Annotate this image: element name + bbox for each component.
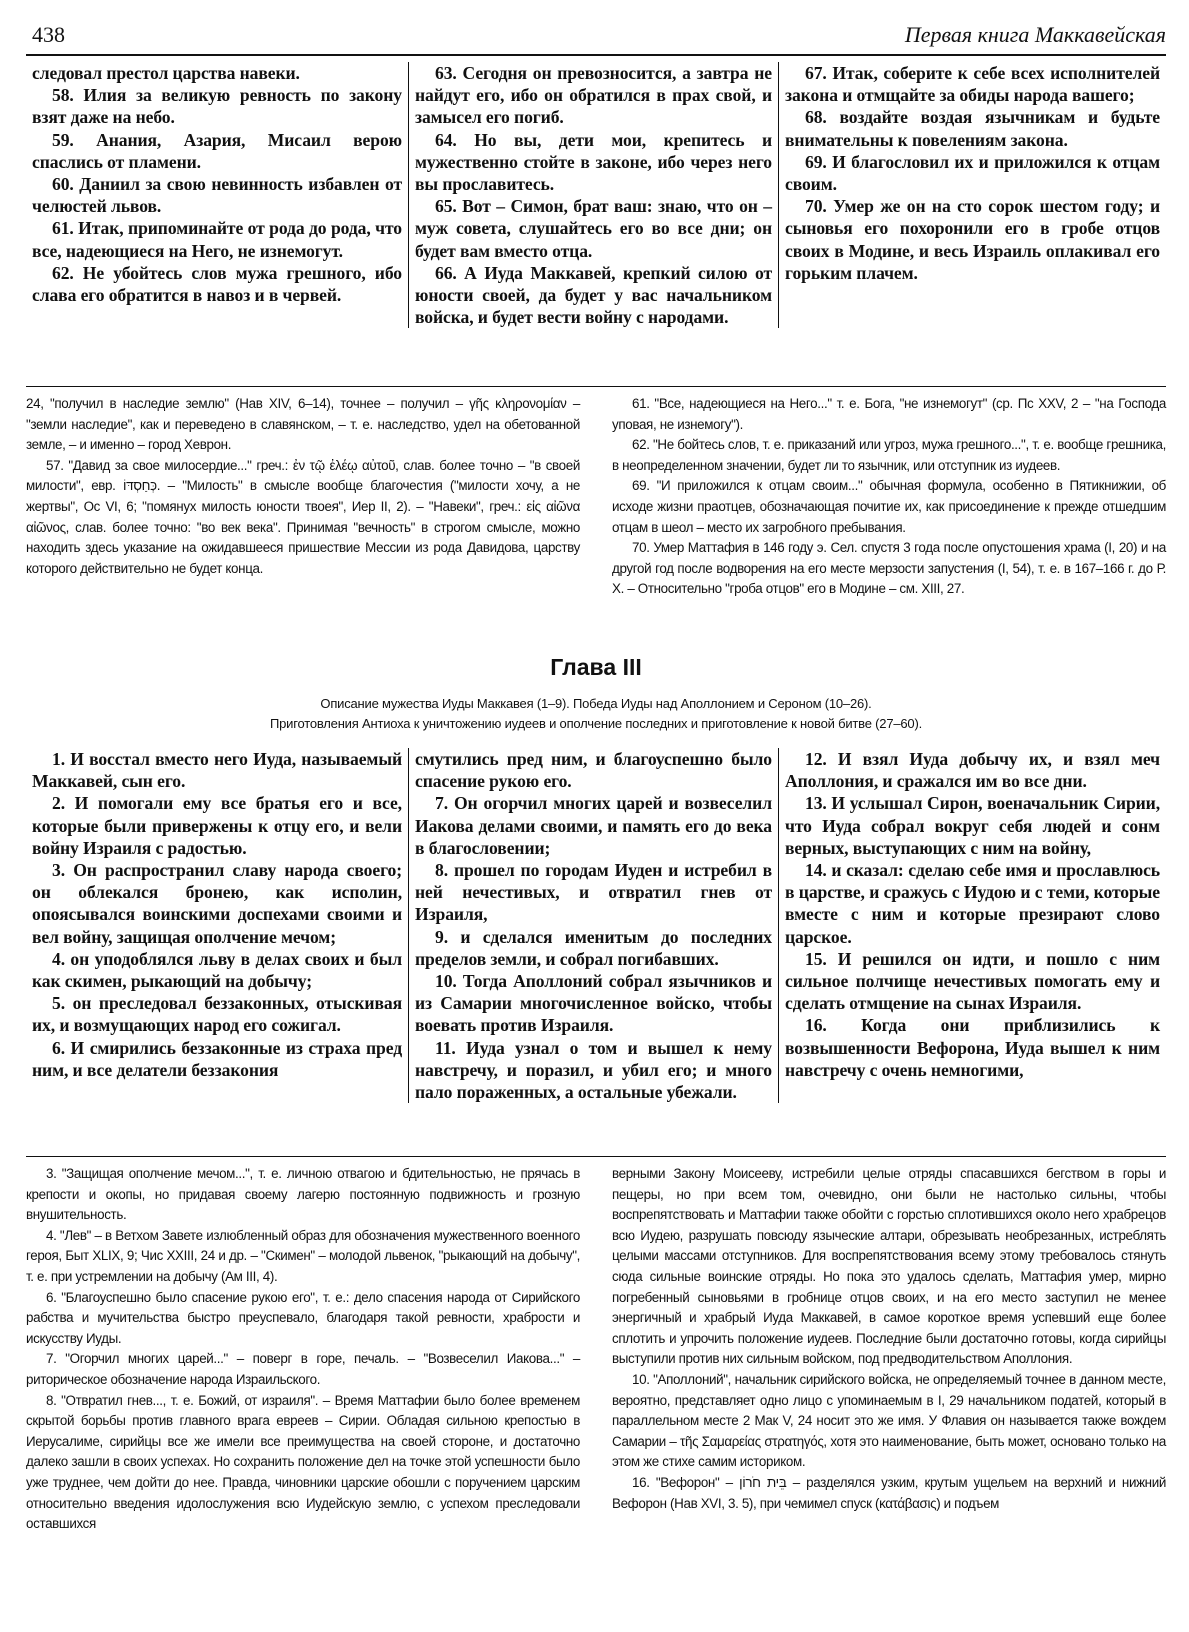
footnote-divider	[26, 386, 1166, 387]
top-verse-column-1	[26, 62, 408, 328]
verse: смутились пред ним, и благоуспешно было спасение рукою его.	[415, 749, 772, 792]
verse: 69. И благословил их и приложился к отцам своим.	[785, 151, 1160, 195]
footnote: 69. "И приложился к отцам своим..." обычная формула, особенно в Пятикнижии, об исходе жизни праотцев, обозначающая почитие их, как присоединение к прежде отшедшим отцам в шеол – место их загробного пребывания.	[612, 478, 1166, 535]
bottom-verse-column-1	[26, 748, 408, 1103]
chapter-title: Глава III	[550, 654, 642, 680]
footnote: 57. "Давид за свое милосердие..." греч.: ἐν τῷ ἐλέῳ αὐτοῦ, слав. более точно – "в своей милости", евр. כְּחַסְדּוֹ. – "Милость" в смысле вообще благочестия ("милости хочу, а не жертвы", Ос VI, 6; "помянух милость юности твоея", Иер II, 2). – "Навеки", греч.: εἰς αἰῶνα αἰῶνος, слав. более точно: "во век века". Принимая "вечность" в строгом смысле, можно находить здесь указание на ожидавшееся пришествие Мессии из рода Давидова, царству которого действительно не будет конца.	[26, 457, 580, 576]
footnote: 61. "Все, надеющиеся на Него..." т. е. Бога, "не изнемогут" (ср. Пс XXV, 2 – "на Господа уповая, не изнемогу").	[612, 396, 1166, 432]
verse: 59. Анания, Азария, Мисаил верою спаслись от пламени.	[32, 129, 402, 172]
top-footnotes-left	[26, 394, 580, 600]
footnote: 6. "Благоуспешно было спасение рукою его", т. е.: дело спасения народа от Сирийского рабства и мучительства быстро преуспевало, благодаря такой ревности, храбрости и искусству Иуды.	[26, 1289, 580, 1346]
verse: 9. и сделался именитым до последних пределов земли, и собрал погибавших.	[415, 926, 772, 969]
verse: 58. Илия за великую ревность по закону взят даже на небо.	[32, 85, 402, 128]
verse: 6. И смирились беззаконные из страха пред ним, и все делатели беззакония	[32, 1037, 402, 1080]
verse: 65. Вот – Симон, брат ваш: знаю, что он – муж совета, слушайтесь его во все дни; он будет вам вместо отца.	[415, 196, 772, 261]
footnote: 7. "Огорчил многих царей..." – поверг в горе, печаль. – "Возвеселил Иакова..." – риторическое обозначение народа Израильского.	[26, 1351, 580, 1387]
footnote: 10. "Аполлоний", начальник сирийского войска, не определяемый точнее в данном месте, вероятно, представляет одно лицо с упоминаемым в I, 29 начальником податей, который в параллельном месте 2 Мак V, 24 носит это же имя. У Флавия он называется также вождем Самарии – τῆς Σαμαρείας στρατηγός, хотя это наименование, быть может, основано только на этом же стихе самим историком.	[612, 1371, 1166, 1470]
verse: 68. воздайте воздая язычникам и будьте внимательны к повелениям закона.	[785, 107, 1160, 150]
verse: 61. Итак, припоминайте от рода до рода, что все, надеющиеся на Него, не изнемогут.	[32, 218, 402, 261]
bottom-footnotes-left	[26, 1164, 580, 1535]
verse: 70. Умер же он на сто сорок шестом году; и сыновья его похоронили его в гробе отцов своих в Модине, и весь Израиль оплакивал его горьким плачем.	[785, 196, 1160, 283]
verse: 66. А Иуда Маккавей, крепкий силою от юности своей, да будет у вас начальником войска, и будет вести войну с народами.	[415, 262, 772, 328]
footnote: 8. "Отвратил гнев..., т. е. Божий, от израиля". – Время Маттафии было более временем скрытой борьбы против главного врага евреев – Сирии. Обладая сильною крепостью в Иерусалиме, сирийцы все же имели все преимущества на своей стороне, и достаточно далеко зашли в своих успехах. Но сохранить положение дел на точке этой успешности было уже труднее, чем дойти до нее. Правда, чиновники царские обошли с поручением царским относительно введения идолослужения всю Иудейскую землю, с успехом преследовали оставшихся	[26, 1392, 580, 1532]
bottom-verse-column-3	[778, 748, 1166, 1103]
verse: 11. Иуда узнал о том и вышел к нему навстречу, и поразил, и убил его; и много пало пораженных, а остальные убежали.	[415, 1037, 772, 1103]
footnote: 4. "Лев" – в Ветхом Завете излюбленный образ для обозначения мужественного военного героя, Быт XLIX, 9; Чис XXIII, 24 и др. – "Скимен" – молодой львенок, "рыкающий на добычу", т. е. при устремлении на добычу (Ам III, 4).	[26, 1227, 580, 1284]
footnote: 70. Умер Маттафия в 146 году э. Сел. спустя 3 года после опустошения храма (I, 20) и на другой год после водворения на его месте мерзости запустения (I, 54), т. е. в 167–166 г. до Р. Х. – Относительно "гроба отцов" его в Модине – см. XIII, 27.	[612, 540, 1166, 597]
verse: 3. Он распространил славу народа своего; он облекался бронею, как исполин, опоясывался воинскими доспехами своими и вел войну, защищая ополчение мечом;	[32, 860, 402, 947]
book-page	[26, 18, 1166, 1618]
verse: 63. Сегодня он превозносится, а завтра не найдут его, ибо он обратился в прах свой, и замысел его погиб.	[415, 63, 772, 128]
footnote: 62. "Не бойтесь слов, т. е. приказаний или угроз, мужа грешного...", т. е. вообще грешника, в неопределенном значении, будет ли то язычник, или отступник из иудеев.	[612, 437, 1166, 473]
verse: 15. И решился он идти, и пошло с ним сильное полчище нечестивых помогать ему и сделать отмщение на сынах Израиля.	[785, 948, 1160, 1014]
top-verse-column-3	[778, 62, 1166, 328]
verse: 14. и сказал: сделаю себе имя и прославлюсь в царстве, и сражусь с Иудою и с теми, которые вместе с ним и которые презирают слово царское.	[785, 860, 1160, 947]
top-footnotes-right	[612, 394, 1166, 600]
bottom-verse-column-2	[408, 748, 778, 1103]
footnote: 24, "получил в наследие землю" (Нав XIV, 6–14), точнее – получил – γῆς κληρονομίαν – "земли наследие", как и переведено в славянском, – т. е. наследство, удел на обетованной земле, – и именно – город Хеврон.	[26, 396, 580, 453]
verse: 60. Даниил за свою невинность избавлен от челюстей львов.	[32, 174, 402, 217]
verse: 12. И взял Иуда добычу их, и взял меч Аполлония, и сражался им во все дни.	[785, 749, 1160, 792]
running-title: Первая книга Маккавейская	[904, 22, 1166, 47]
chapter-summary-line-1: Описание мужества Иуды Маккавея (1–9). Победа Иуды над Аполлонием и Сероном (10–26).	[320, 696, 872, 711]
footnote-divider	[26, 1156, 1166, 1157]
footnote: верными Закону Моисееву, истребили целые отряды спасавшихся бегством в горы и пещеры, но при всем том, очевидно, они были не настолько сильны, чтобы воспрепятствовать и Маттафии также обойти с горстью сплотившихся около него храбрецов всю Иудею, разрушать повсюду языческие алтари, обрезывать необрезанных, истреблять целыми массами отступников. Для воспрепятствования всему этому требовалось стянуть сюда сильные воинские отряды. Но пока это удалось сделать, Маттафия умер, мирно погребенный сыновьями в гробнице отцов своих, и на его место заступил не менее энергичный и храбрый Иуда Маккавей, в самое короткое время успевший еще более сплотить и упрочить положение иудеев. Последние были достаточно готовы, когда сирийцы выступили против них сильным войском, под предводительством Аполлония.	[612, 1166, 1166, 1367]
top-verse-column-2	[408, 62, 778, 328]
verse: 10. Тогда Аполлоний собрал язычников и из Самарии многочисленное войско, чтобы воевать против Израиля.	[415, 971, 772, 1036]
verse: 5. он преследовал беззаконных, отыскивая их, и возмущающих народ его сожигал.	[32, 993, 402, 1036]
verse: 64. Но вы, дети мои, крепитесь и мужественно стойте в законе, ибо через него вы прославитесь.	[415, 129, 772, 195]
verse: 67. Итак, соберите к себе всех исполнителей закона и отмщайте за обиды народа вашего;	[785, 63, 1160, 106]
verse: 8. прошел по городам Иуден и истребил в ней нечестивых, и отвратил гнев от Израиля,	[415, 860, 772, 925]
footnote: 3. "Защищая ополчение мечом...", т. е. личною отвагою и бдительностью, не прячась в крепости и окопы, но придавая своему лагерю постоянную подвижность и грозную внушительность.	[26, 1166, 580, 1223]
verse: 7. Он огорчил многих царей и возвеселил Иакова делами своими, и память его до века в благословении;	[415, 793, 772, 858]
page-header	[26, 18, 1166, 56]
bottom-footnotes	[26, 1164, 1166, 1535]
verse: 1. И восстал вместо него Иуда, называемый Маккавей, сын его.	[32, 749, 402, 792]
verse: 16. Когда они приблизились к возвышенности Вефорона, Иуда вышел к ним навстречу с очень немногими,	[785, 1015, 1160, 1080]
bottom-footnotes-right	[612, 1164, 1166, 1535]
verse: 4. он уподоблялся льву в делах своих и был как скимен, рыкающий на добычу;	[32, 948, 402, 992]
top-footnotes	[26, 394, 1166, 600]
page-number: 438	[32, 22, 65, 47]
verse: 62. Не убойтесь слов мужа грешного, ибо слава его обратится в навоз и в червей.	[32, 262, 402, 306]
verse: 2. И помогали ему все братья его и все, которые были привержены к отцу его, и вели войну Израиля с радостью.	[32, 793, 402, 858]
verse: 13. И услышал Сирон, военачальник Сирии, что Иуда собрал вокруг себя людей и сонм верных, выступающих с ним на войну,	[785, 793, 1160, 858]
chapter-summary-line-2: Приготовления Антиоха к уничтожению иудеев и ополчение последних и приготовление к новой битве (27–60).	[270, 716, 922, 731]
verse: следовал престол царства навеки.	[32, 63, 300, 83]
bottom-verse-columns	[26, 748, 1166, 1103]
top-verse-columns	[26, 62, 1166, 328]
footnote: 16. "Вефорон" – בֵּית חֹרוֹן – разделялся узким, крутым ущельем на верхний и нижний Вефорон (Нав XVI, 3. 5), при чемимел спуск (κατάβασις) и подъем	[612, 1474, 1166, 1511]
